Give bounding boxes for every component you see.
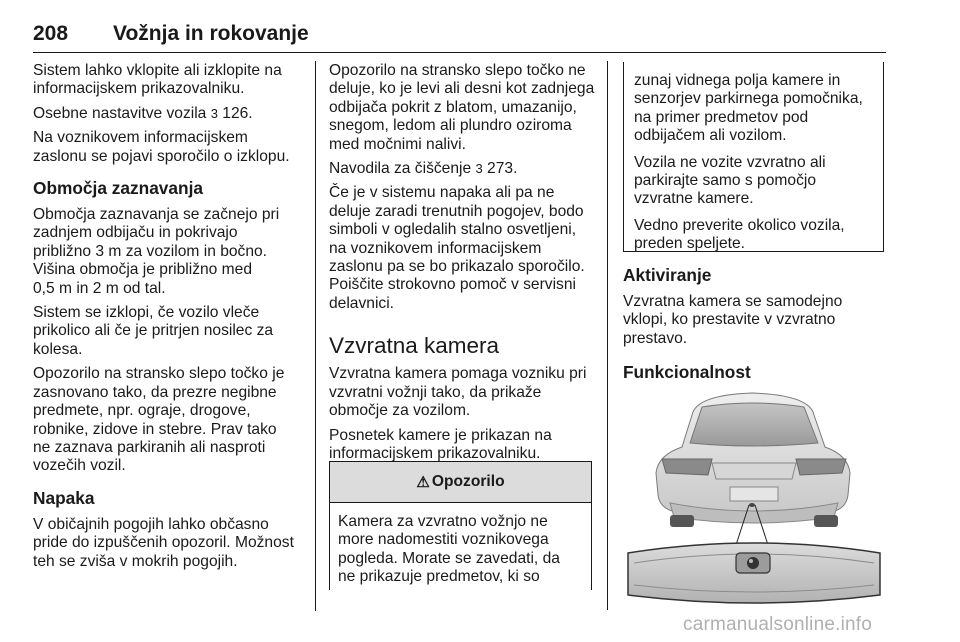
- column-divider: [607, 61, 608, 610]
- page-title: Vožnja in rokovanje: [113, 22, 309, 45]
- reference-page: 273.: [482, 160, 518, 178]
- paragraph-with-reference: [329, 160, 597, 178]
- warning-header: [330, 462, 591, 503]
- page-header: [33, 0, 886, 53]
- rear-camera-illustration: [620, 385, 888, 607]
- column-middle: [329, 62, 597, 469]
- paragraph: Posnetek kamere je prikazan na informacijskem prikazovalniku.: [329, 426, 552, 462]
- paragraph: Opozorilo na stransko slepo točko ne deluje, ko je levi ali desni kot zadnjega odbijača pokrit z blatom, umazanijo, snegom, ledom ali plundro oziroma med močnimi nalivi.: [329, 62, 595, 153]
- paragraph: Sistem lahko vklopite ali izklopite na informacijskem prikazovalniku.: [33, 62, 282, 98]
- reference-text: Osebne nastavitve vozila: [33, 104, 211, 122]
- paragraph: V običajnih pogojih lahko občasno pride do izpuščenih opozoril. Možnost teh se zviša v mokrih pogojih.: [33, 515, 294, 570]
- column-right: [623, 265, 885, 390]
- section-heading: Napaka: [33, 487, 95, 508]
- reference-text: Navodila za čiščenje: [329, 160, 476, 178]
- section-heading: Aktiviranje: [623, 265, 712, 285]
- paragraph: Sistem se izklopi, če vozilo vleče prikolico ali če je pritrjen nosilec za kolesa.: [33, 304, 274, 358]
- paragraph: Vedno preverite okolico vozila, preden speljete.: [634, 216, 845, 253]
- paragraph: Območja zaznavanja se začnejo pri zadnjem odbijaču in pokrivajo približno 3 m za vozilom in bočno. Višina območja je približno med 0,5 m in 2 m od tal.: [33, 206, 280, 297]
- arrow-reference-icon: 3: [475, 161, 483, 177]
- paragraph: zunaj vidnega polja kamere in senzorjev parkirnega pomočnika, na primer predmetov pod odbijačem ali vozilom.: [634, 72, 863, 145]
- column-left: [33, 62, 305, 577]
- reference-page: 126.: [217, 104, 253, 122]
- paragraph: Opozorilo na stransko slepo točko je zasnovano tako, da prezre negibne predmete, npr. ograje, drogove, robnike, zidove in stebre. Prav tako ne zaznava parkiranih ali nasproti vozečih vozil.: [33, 365, 285, 475]
- warning-box-continued: [623, 62, 884, 252]
- arrow-reference-icon: 3: [210, 105, 218, 121]
- section-heading: Funkcionalnost: [623, 362, 751, 383]
- warning-title: Opozorilo: [431, 473, 505, 490]
- chapter-heading: Vzvratna kamera: [329, 333, 500, 359]
- car-rear-view-drawing: [620, 385, 888, 607]
- paragraph-with-reference: [33, 105, 305, 123]
- paragraph: Na voznikovem informacijskem zaslonu se pojavi sporočilo o izklopu.: [33, 129, 290, 165]
- paragraph: Vozila ne vozite vzvratno ali parkirajte samo s pomočjo vzvratne kamere.: [634, 153, 826, 208]
- paragraph: Vzvratna kamera pomaga vozniku pri vzvratni vožnji tako, da prikaže območje za vozilom.: [329, 365, 587, 420]
- section-heading: Območja zaznavanja: [33, 178, 203, 199]
- watermark-text: carmanualsonline.info: [683, 614, 873, 635]
- warning-body: Kamera za vzvratno vožnjo ne more nadomestiti voznikovega pogleda. Morate se zavedati, da ne prikazuje predmetov, ki so: [338, 513, 560, 586]
- paragraph: Vzvratna kamera se samodejno vklopi, ko prestavite v vzvratno prestavo.: [623, 293, 843, 347]
- warning-box: [329, 461, 592, 590]
- warning-triangle-icon: ⚠: [416, 474, 430, 491]
- page-number: 208: [33, 22, 69, 45]
- paragraph: Če je v sistemu napaka ali pa ne deluje zaradi trenutnih pogojev, bodo simboli v ogledalih stalno osvetljeni, na voznikovem informacijskem zaslonu pa se bo prikazalo sporočilo. Poiščite strokovno pomoč v servisni delavnici.: [329, 184, 585, 312]
- column-divider: [315, 61, 316, 611]
